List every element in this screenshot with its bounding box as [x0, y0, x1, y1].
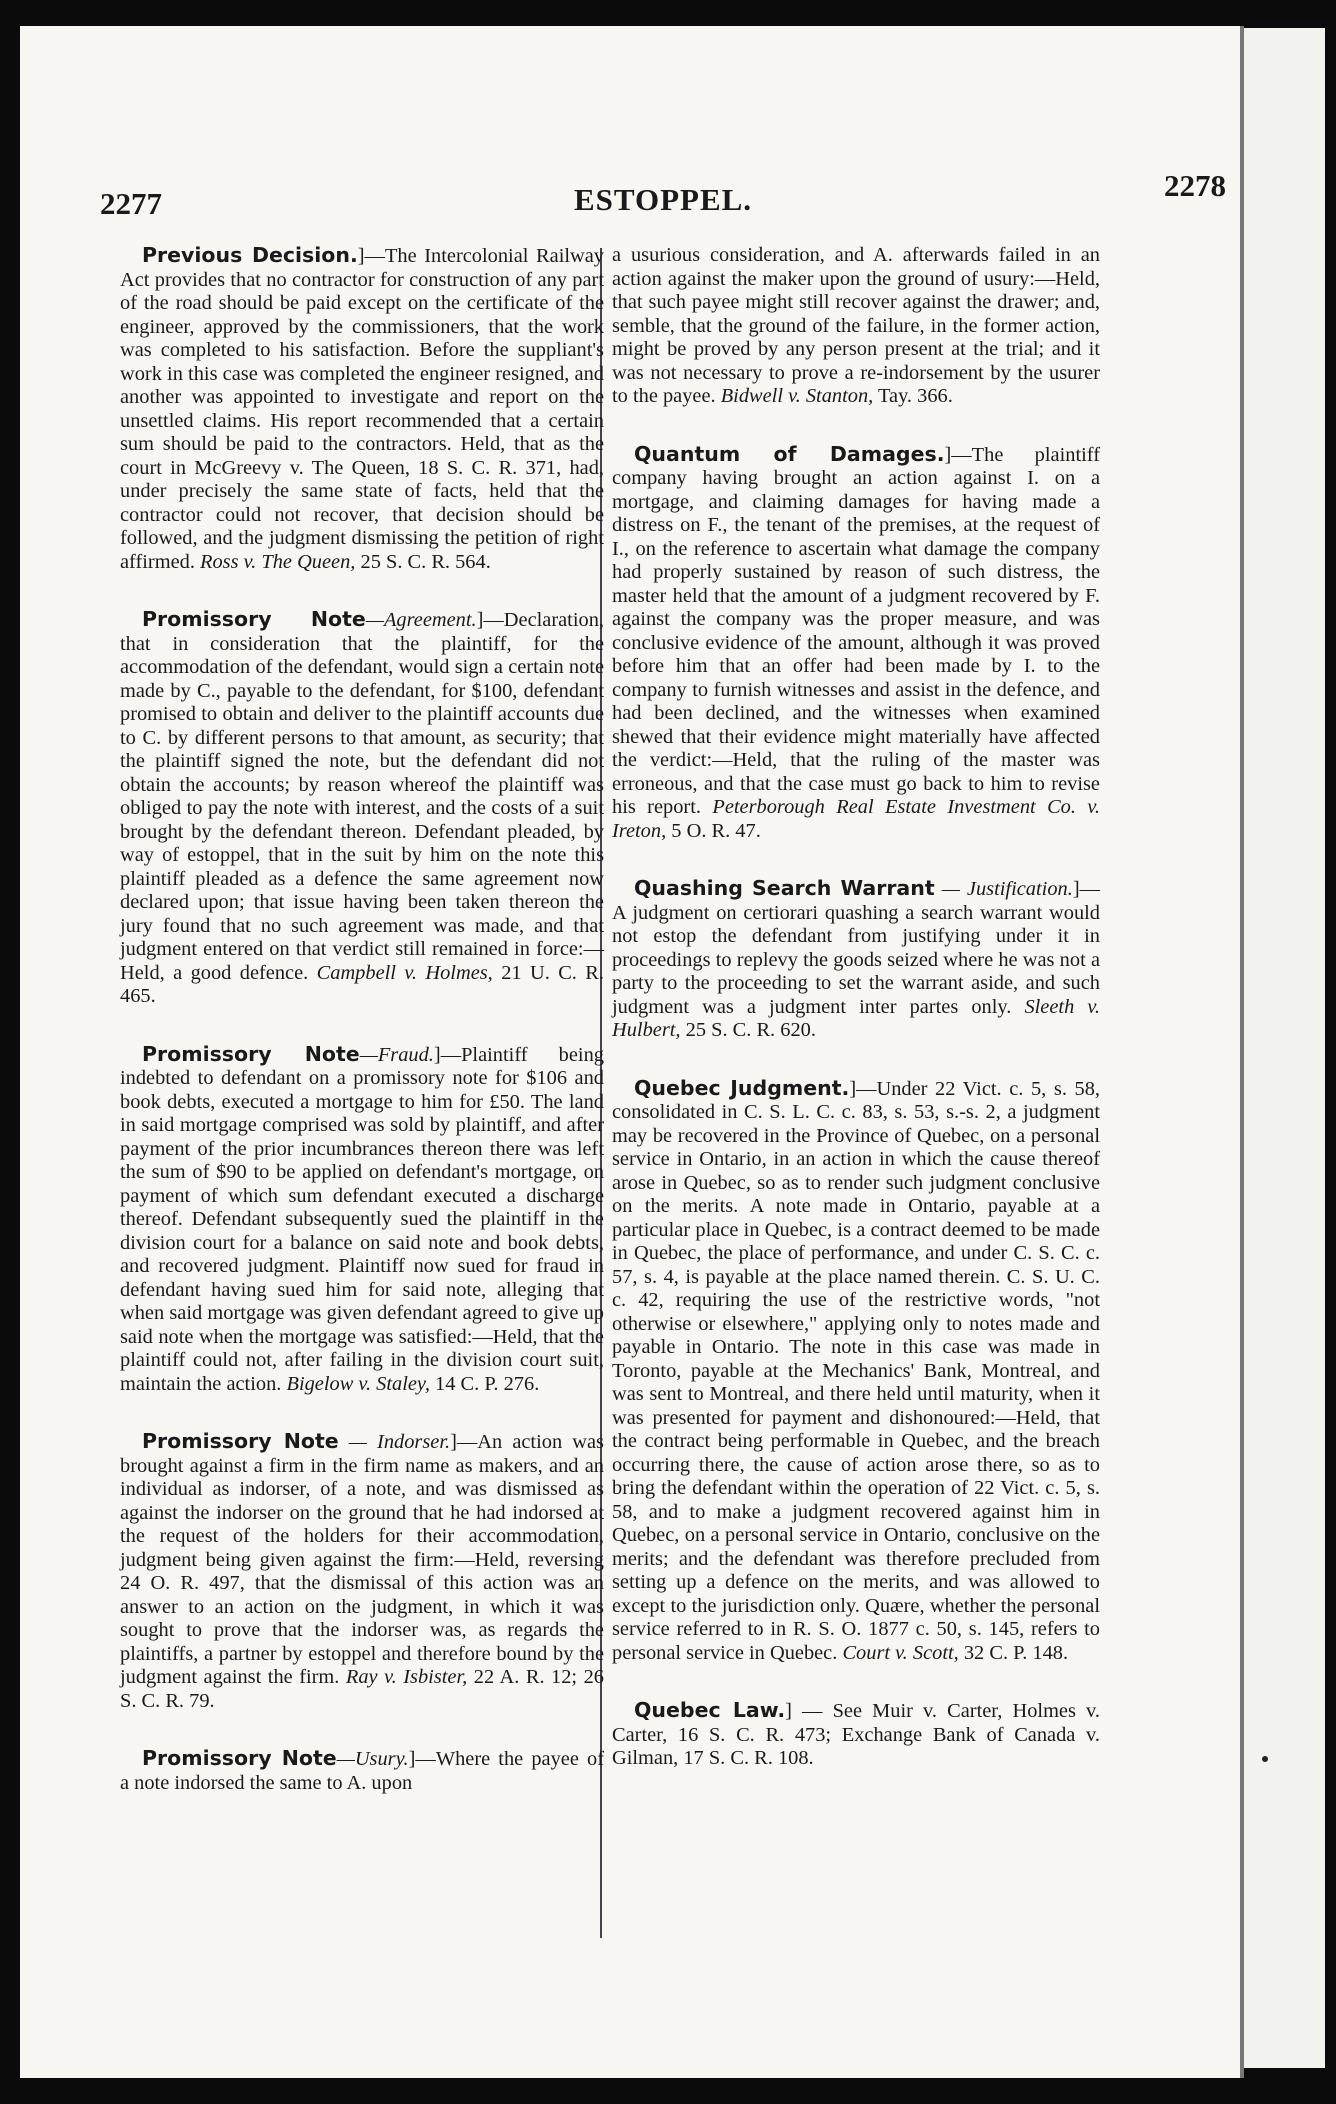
- entry-reference: Tay. 366.: [877, 385, 953, 407]
- entry-headword: Quebec Law.: [634, 1698, 786, 1722]
- digest-entry: [120, 1430, 604, 1713]
- entry-citation: Ray v. Isbister,: [345, 1666, 468, 1688]
- entry-citation: Campbell v. Holmes,: [316, 961, 493, 984]
- entry-headword: Promissory Note: [142, 607, 366, 631]
- entry-reference: 25 S. C. R. 620.: [685, 1019, 816, 1041]
- digest-entry: [120, 1747, 604, 1795]
- entry-body: ]—An action was brought against a firm in the firm name as makers, and an individual as indorser, of a note, and was dismissed as against the indorser on the ground that he had indorsed at the request of the holders for their accommodation, judgment being given against the firm:—Held, reversing 24 O. R. 497, that the dismissal of this action was an answer to an action on the judgment, in which it was sought to prove that the indorser was, as regards the plaintiffs, a partner by estoppel and therefore bound by the judgment against the firm.: [120, 1431, 604, 1688]
- entry-headword: Promissory Note: [142, 1746, 337, 1770]
- digest-entry: [612, 443, 1100, 844]
- entry-citation: Peterborough Real Estate Investment Co. v. Ireton,: [612, 796, 1100, 842]
- adjacent-page-edge: [1240, 28, 1325, 2068]
- entry-subhead: —Usury.: [336, 1748, 409, 1770]
- right-page-number: 2278: [1164, 168, 1226, 203]
- entry-subhead: —Fraud.: [359, 1043, 434, 1066]
- digest-entry: [120, 608, 604, 1009]
- entry-citation: Sleeth v. Hulbert,: [612, 995, 1100, 1041]
- digest-entry-continued: [612, 244, 1100, 409]
- entry-body: ]—A judgment on certiorari quashing a search warrant would not estop the defendant from justifying under it in proceedings to replevy the goods seized where he was not a party to the proceeding to set the warrant aside, and such judgment was a judgment inter partes only.: [612, 878, 1100, 1018]
- entry-reference: 5 O. R. 47.: [671, 819, 761, 842]
- digest-entry: [612, 1699, 1100, 1771]
- page-title: ESTOPPEL.: [573, 182, 753, 217]
- entry-reference: 32 C. P. 148.: [963, 1641, 1069, 1664]
- entry-subhead: —Agreement.: [365, 609, 477, 631]
- entry-headword: Promissory Note: [142, 1041, 360, 1066]
- entry-citation: Court v. Scott,: [842, 1641, 959, 1664]
- entry-body: ]—The Intercolonial Railway Act provides that no contractor for construction of any part of the road should be paid except on the certificate of the engineer, approved by the commissioners, that the work was completed to his satisfaction. Before the suppliant's work in this case was completed the engineer resigned, and another was appointed to investigate and report on the unsettled claims. His report recommended that a certain sum should be paid to the contractors. Held, that as the court in McGreevy v. The Queen, 18 S. C. R. 371, had, under precisely the same state of facts, held that the contractor could not recover, that decision should be followed, and the judgment dismissing the petition of right affirmed.: [120, 245, 604, 573]
- entry-citation: Bigelow v. Staley,: [286, 1372, 430, 1395]
- entry-body: ]—Under 22 Vict. c. 5, s. 58, consolidated in C. S. L. C. c. 83, s. 53, s.-s. 2, a judgment may be recovered in the Province of Quebec, on a personal service in Ontario, in an action in which the cause thereof arose in Quebec, so as to render such judgment conclusive on the merits. A note made in Ontario, payable at a particular place in Quebec, is a contract deemed to be made in Quebec, the place of performance, and under C. S. C. c. 57, s. 4, is payable at the place named therein. C. S. U. C. c. 42, requiring the use of the restrictive words, "not otherwise or elsewhere," applying only to notes made and payable in Ontario. The note in this case was made in Toronto, payable at the Mechanics' Bank, Montreal, and was sent to Montreal, and there held until maturity, when it was presented for payment and dishonoured:—Held, that the contract being performable in Quebec, and the breach occurring there, the cause of action arose there, so as to bring the defendant within the operation of 22 Vict. c. 5, s. 58, and to make a judgment recovered against him in Quebec, on a personal service in Ontario, conclusive on the merits; and the defendant was therefore precluded from setting up a defence on the merits, and was allowed to except to the jurisdiction only. Quære, whether the personal service referred to in R. S. O. 1877 c. 50, s. 145, refers to personal service in Quebec.: [612, 1077, 1100, 1664]
- entry-body: ]—Declaration, that in consideration that the plaintiff, for the accommodation of the defendant, would sign a certain note made by C., payable to the defendant, for $100, defendant promised to obtain and deliver to the plaintiff accounts due to C. by different persons to that amount, as security; that the plaintiff signed the note, but the defendant did not obtain the accounts; by reason whereof the plaintiff was obliged to pay the note with interest, and the costs of a suit brought by the defendant thereon. Defendant pleaded, by way of estoppel, that in the suit by him on the note this plaintiff pleaded as a defence the same agreement now declared upon; that issue having been taken thereon the jury found that no such agreement was made, and that judgment entered on that verdict still remained in force:—Held, a good defence.: [120, 609, 604, 984]
- entry-reference: 21 U. C. R. 465.: [120, 961, 604, 1007]
- entry-headword: Promissory Note: [142, 1429, 339, 1453]
- entry-headword: Quantum of Damages.: [634, 441, 945, 466]
- entry-headword: Quashing Search Warrant: [634, 876, 935, 900]
- left-page-number: 2277: [100, 186, 162, 221]
- left-column: [120, 244, 604, 1829]
- right-column: [612, 244, 1100, 1805]
- entry-reference: 14 C. P. 276.: [435, 1372, 540, 1395]
- digest-entry: [612, 1077, 1100, 1666]
- entry-citation: Ross v. The Queen,: [200, 550, 356, 573]
- margin-mark: [1262, 1756, 1268, 1762]
- entry-body: a usurious consideration, and A. afterwards failed in an action against the maker upon the ground of usury:—Held, that such payee might still recover against the drawer; and, semble, that the ground of the failure, in the former action, might be proved by any person present at the trial; and it was not necessary to prove a re-indorsement by the usurer to the payee.: [612, 244, 1100, 407]
- entry-body: ]—Plaintiff being indebted to defendant on a promissory note for $106 and book debts, executed a mortgage to him for £50. The land in said mortgage comprised was sold by plaintiff, and after payment of the prior incumbrances thereon there was left the sum of $90 to be applied on defendant's mortgage, on payment of which sum defendant executed a discharge thereof. Defendant subsequently sued the plaintiff in the division court for a balance on said note and book debts, and recovered judgment. Plaintiff now sued for fraud in defendant having sued him for said note, alleging that when said mortgage was given defendant agreed to give up said note when the mortgage was satisfied:—Held, that the plaintiff could not, after failing in the division court suit, maintain the action.: [120, 1043, 604, 1395]
- entry-reference: 22 A. R. 12; 26 S. C. R. 79.: [120, 1666, 604, 1712]
- digest-entry: [612, 877, 1100, 1043]
- entry-body: ]—The plaintiff company having brought an action against I. on a mortgage, and claiming damages for having made a distress on F., the tenant of the premises, at the request of I., on the reference to ascertain what damage the company had properly sustained by reason of such distress, the master held that the amount of a judgment recovered by F. against the company was the proper measure, and was conclusive evidence of the amount, although it was proved before him that an offer had been made by I. to the company to furnish witnesses and assist in the defence, and had been declined, and the witnesses when examined shewed that their evidence might materially have affected the verdict:—Held, that the ruling of the master was erroneous, and that the case must go back to him to revise his report.: [612, 443, 1100, 818]
- entry-reference: 25 S. C. R. 564.: [360, 550, 491, 573]
- entry-subhead: — Justification.: [934, 878, 1073, 900]
- entry-citation: Bidwell v. Stanton,: [720, 385, 874, 407]
- entry-headword: Previous Decision.: [142, 243, 358, 267]
- digest-entry: [120, 1043, 604, 1397]
- entry-body: ]—Where the payee of a note indorsed the same to A. upon: [120, 1748, 604, 1794]
- entry-headword: Quebec Judgment.: [634, 1075, 850, 1100]
- entry-subhead: — Indorser.: [338, 1431, 451, 1453]
- digest-entry: [120, 244, 604, 574]
- entry-body: ] — See Muir v. Carter, Holmes v. Carter, 16 S. C. R. 473; Exchange Bank of Canada v. Gilman, 17 S. C. R. 108.: [612, 1700, 1101, 1769]
- page-header: [100, 168, 1226, 220]
